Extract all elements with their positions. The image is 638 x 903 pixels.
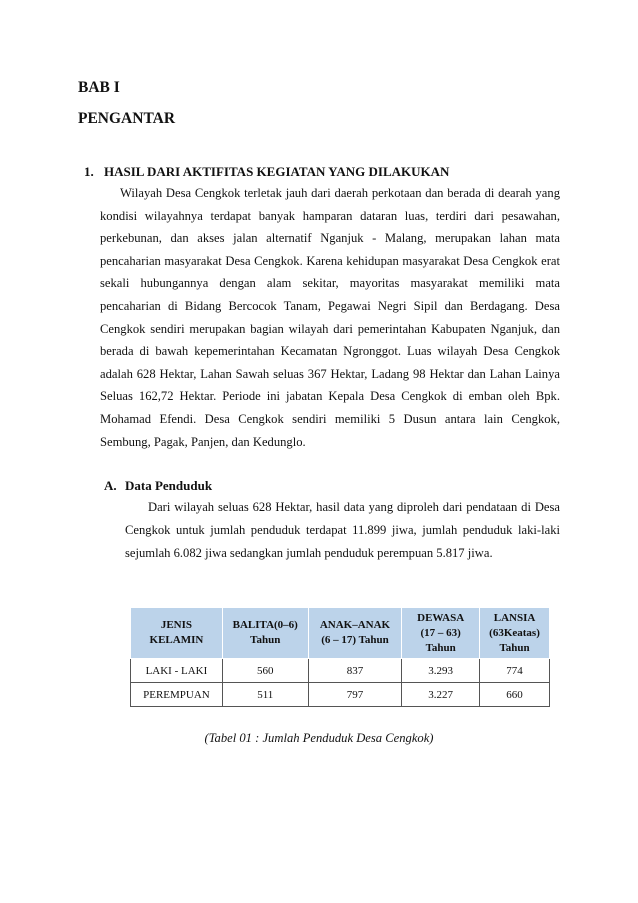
- table-cell: LAKI - LAKI: [131, 659, 223, 683]
- header-line: (63Keatas): [489, 626, 540, 639]
- header-line: BALITA(0–6): [232, 619, 298, 631]
- header-line: ANAK–ANAK: [319, 619, 391, 631]
- chapter-number: BAB I: [78, 79, 120, 96]
- section-title: HASIL DARI AKTIFITAS KEGIATAN YANG DILAKUKAN: [104, 164, 450, 179]
- header-jenis-kelamin: [131, 608, 223, 659]
- header-line: (17 – 63): [420, 626, 461, 639]
- chapter-title: PENGANTAR: [78, 110, 176, 127]
- subsection-paragraph: Dari wilayah seluas 628 Hektar, hasil data yang diproleh dari pendataan di Desa Cengkok untuk jumlah penduduk terdapat 11.899 jiwa, jumlah penduduk laki-laki sejumlah 6.082 jiwa sedangkan jumlah penduduk perempuan 5.817 jiwa.: [125, 500, 560, 561]
- header-dewasa: [402, 608, 480, 659]
- section-number: 1.: [84, 164, 94, 179]
- table-cell: 511: [222, 683, 308, 707]
- table-cell: 660: [480, 683, 550, 707]
- table-cell: 837: [308, 659, 402, 683]
- subsection-title: Data Penduduk: [125, 478, 213, 493]
- table-cell: 3.227: [402, 683, 480, 707]
- table-cell: PEREMPUAN: [131, 683, 223, 707]
- table-cell: 774: [480, 659, 550, 683]
- section-heading: [84, 164, 449, 180]
- header-line: Tahun: [499, 641, 530, 654]
- header-line: (6 – 17) Tahun: [321, 634, 389, 646]
- header-line: LANSIA: [493, 611, 536, 624]
- table-row: [131, 659, 550, 683]
- header-line: DEWASA: [417, 611, 465, 624]
- table-cell: 560: [222, 659, 308, 683]
- section-paragraph: Wilayah Desa Cengkok terletak jauh dari daerah perkotaan dan berada di dearah yang kondisi wilayahnya terdapat banyak hamparan dataran luas, terdiri dari pesawahan, perkebunan, dan akses jalan alternatif Nganjuk - Malang, merupakan lahan mata pencaharian masyarakat Desa Cengkok. Karena kehidupan masyarakat Desa Cengkok erat sekali hubungannya dengan alam sekitar, mayoritas masyarakat memiliki mata pencaharian di Bidang Bercocok Tanam, Pegawai Negri Sipil dan Berdagang. Desa Cengkok sendiri merupakan bagian wilayah dari pemerintahan Kabupaten Nganjuk, dan berada di bawah kepemerintahan Kecamatan Ngronggot. Luas wilayah Desa Cengkok adalah 628 Hektar, Lahan Sawah seluas 367 Hektar, Ladang 98 Hektar dan Lahan Lainya Seluas 162,72 Hektar. Periode ini jabatan Kepala Desa Cengkok di emban oleh Bpk. Mohamad Efendi. Desa Cengkok sendiri memiliki 5 Dusun antara lain Cengkok, Sembung, Pagak, Panjen, dan Kedunglo.: [100, 186, 560, 449]
- header-anak-anak: [308, 608, 402, 659]
- population-table: [130, 607, 550, 707]
- header-line: JENIS: [160, 619, 193, 631]
- subsection-heading: [104, 478, 212, 494]
- table-cell: 3.293: [402, 659, 480, 683]
- header-line: KELAMIN: [149, 634, 204, 646]
- header-line: Tahun: [425, 641, 456, 654]
- table-row: [131, 683, 550, 707]
- subsection-letter: A.: [104, 478, 117, 493]
- header-lansia: [480, 608, 550, 659]
- table-cell: 797: [308, 683, 402, 707]
- header-balita: [222, 608, 308, 659]
- table-header-row: [131, 608, 550, 659]
- header-line: Tahun: [250, 634, 281, 646]
- table-caption: (Tabel 01 : Jumlah Penduduk Desa Cengkok): [204, 731, 434, 745]
